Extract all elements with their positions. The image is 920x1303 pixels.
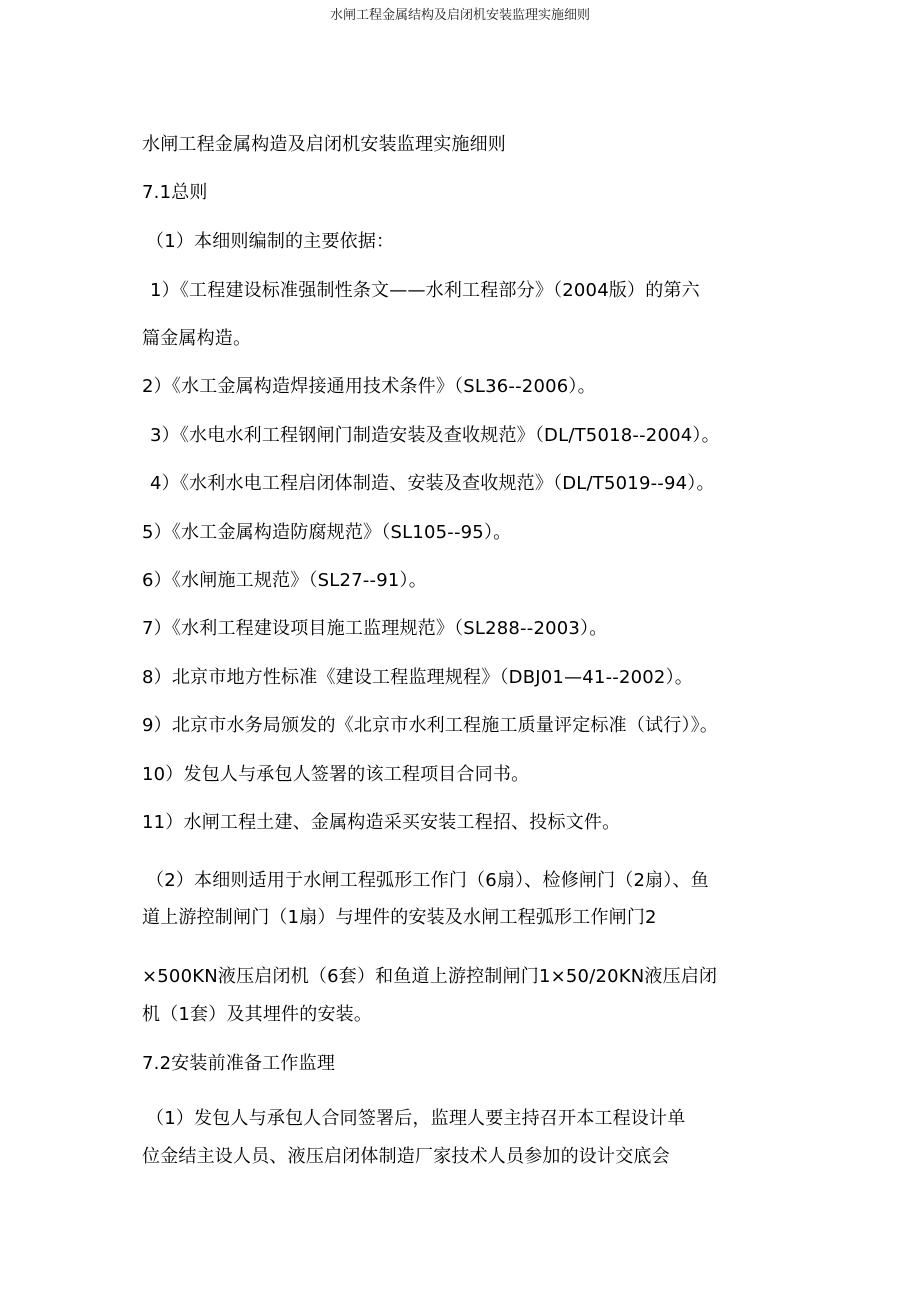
paragraph-line: （2）本细则适用于水闸工程弧形工作门（6扇）、检修闸门（2扇）、鱼 <box>146 870 709 891</box>
list-item: 5）《水工金属构造防腐规范》（SL105--95）。 <box>142 522 512 543</box>
list-item: 3）《水电水利工程钢闸门制造安装及查收规范》（DL/T5018--2004）。 <box>150 425 720 446</box>
list-item: 4）《水利水电工程启闭体制造、安装及查收规范》（DL/T5019--94）。 <box>150 473 715 494</box>
list-item: 1）《工程建设标准强制性条文——水利工程部分》（2004版）的第六 <box>150 280 700 301</box>
paragraph-line: （1）本细则编制的主要依据： <box>146 231 395 252</box>
paragraph-line: 机（1套）及其埋件的安装。 <box>142 1004 373 1025</box>
section-heading: 7.1总则 <box>142 182 208 203</box>
list-item: 8）北京市地方性标准《建设工程监理规程》（DBJ01—41--2002）。 <box>142 667 693 688</box>
paragraph-line: 道上游控制闸门（1扇）与埋件的安装及水闸工程弧形工作闸门2 <box>142 907 657 928</box>
list-item-cont: 篇金属构造。 <box>142 328 252 349</box>
section-heading: 7.2安装前准备工作监理 <box>142 1053 336 1074</box>
paragraph-line: 位金结主设人员、液压启闭体制造厂家技术人员参加的设计交底会 <box>142 1146 670 1167</box>
list-item: 11）水闸工程土建、金属构造采买安装工程招、投标文件。 <box>142 812 621 833</box>
list-item: 7）《水利工程建设项目施工监理规范》（SL288--2003）。 <box>142 618 608 639</box>
page-header: 水闸工程金属结构及启闭机安装监理实施细则 <box>329 8 590 23</box>
list-item: 9）北京市水务局颁发的《北京市水利工程施工质量评定标准（试行）》。 <box>142 715 719 736</box>
list-item: 6）《水闸施工规范》（SL27--91）。 <box>142 570 427 591</box>
list-item: 2）《水工金属构造焊接通用技术条件》（SL36--2006）。 <box>142 376 596 397</box>
paragraph-line: （1）发包人与承包人合同签署后，监理人要主持召开本工程设计单 <box>146 1108 686 1129</box>
paragraph-line: ×500KN液压启闭机（6套）和鱼道上游控制闸门1×50/20KN液压启闭 <box>142 966 718 987</box>
list-item: 10）发包人与承包人签署的该工程项目合同书。 <box>142 764 530 785</box>
document-title: 水闸工程金属构造及启闭机安装监理实施细则 <box>142 134 506 155</box>
